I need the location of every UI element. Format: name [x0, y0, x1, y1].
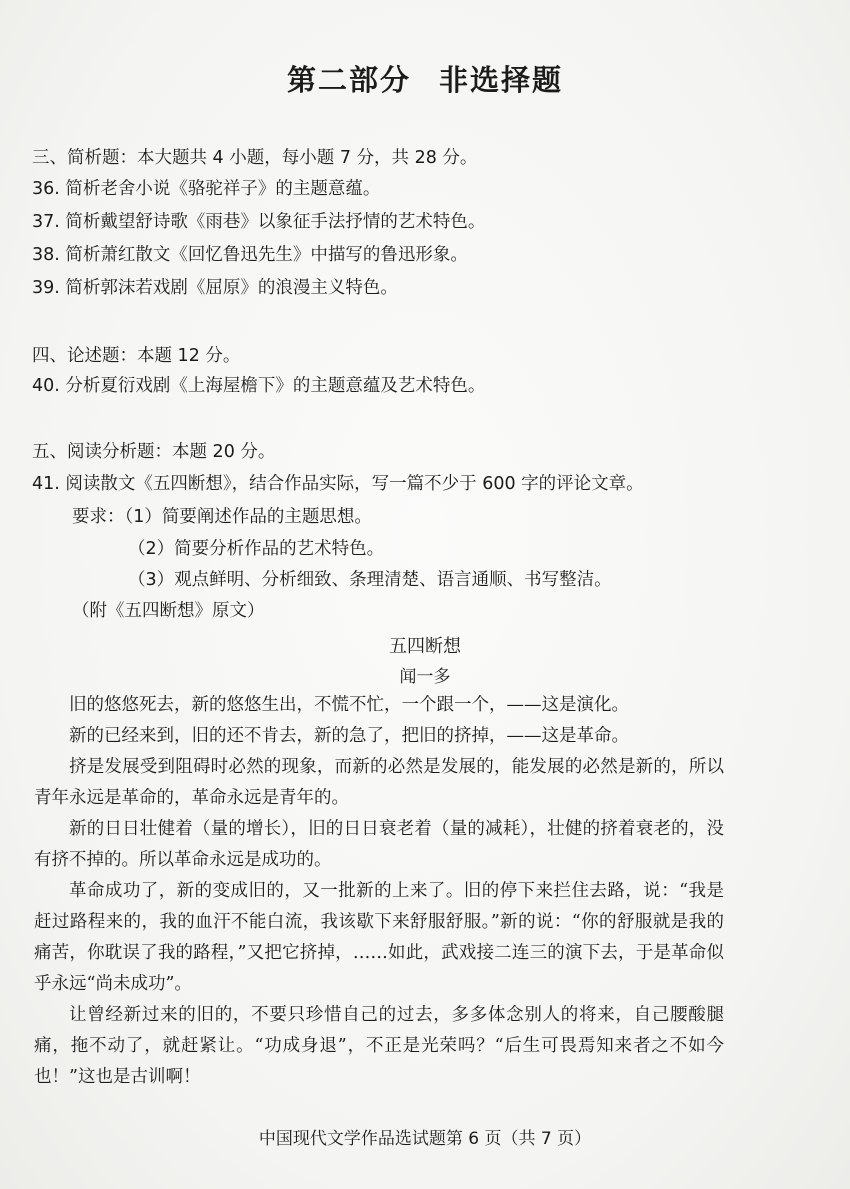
question-37: 37. 简析戴望舒诗歌《雨巷》以象征手法抒情的艺术特色。	[32, 212, 486, 232]
section-4-heading: 四、论述题：本题 12 分。	[32, 346, 241, 366]
section-5-heading: 五、阅读分析题：本题 20 分。	[32, 442, 276, 462]
question-40: 40. 分析夏衍戏剧《上海屋檐下》的主题意蕴及艺术特色。	[32, 376, 486, 396]
essay-paragraph-4: 新的日日壮健着（量的增长），旧的日日衰老着（量的减耗），壮健的挤着衰老的，没有挤不掉的。所以革命永远是成功的。	[34, 819, 724, 870]
page-footer: 中国现代文学作品选试题第 6 页（共 7 页）	[258, 1129, 592, 1149]
essay-body	[34, 690, 724, 1093]
essay-paragraph-6: 让曾经新过来的旧的，不要只珍惜自己的过去，多多体念别人的将来，自己腰酸腿痛，拖不动了，就赶紧让。“功成身退”，不正是光荣吗？“后生可畏焉知来者之不如今也！”这也是古训啊！	[34, 1005, 724, 1087]
essay-author: 闻一多	[399, 667, 451, 687]
requirement-2: （2）简要分析作品的艺术特色。	[128, 539, 385, 559]
question-38: 38. 简析萧红散文《回忆鲁迅先生》中描写的鲁迅形象。	[32, 245, 468, 265]
essay-paragraph-3: 挤是发展受到阻碍时必然的现象，而新的必然是发展的，能发展的必然是新的，所以青年永远是革命的，革命永远是青年的。	[34, 757, 724, 808]
question-41: 41. 阅读散文《五四断想》，结合作品实际，写一篇不少于 600 字的评论文章。	[32, 474, 644, 494]
attachment-note: （附《五四断想》原文）	[72, 601, 265, 621]
requirement-1: 要求：（1）简要阐述作品的主题思想。	[72, 507, 372, 527]
question-36: 36. 简析老舍小说《骆驼祥子》的主题意蕴。	[32, 179, 381, 199]
essay-paragraph-1: 旧的悠悠死去，新的悠悠生出，不慌不忙，一个跟一个，——这是演化。	[69, 695, 629, 715]
essay-paragraph-5: 革命成功了，新的变成旧的，又一批新的上来了。旧的停下来拦住去路，说：“我是赶过路程来的，我的血汗不能白流，我该歇下来舒服舒服。”新的说：“你的舒服就是我的痛苦，你耽误了我的路程，”又把它挤掉，……如此，武戏接二连三的演下去，于是革命似乎永远“尚未成功”。	[34, 881, 724, 994]
part-title-left: 第二部分	[286, 63, 411, 97]
essay-paragraph-2: 新的已经来到，旧的还不肯去，新的急了，把旧的挤掉，——这是革命。	[69, 726, 629, 746]
part-title-right: 非选择题	[439, 63, 564, 97]
part-title	[0, 58, 850, 99]
requirement-3: （3）观点鲜明、分析细致、条理清楚、语言通顺、书写整洁。	[128, 570, 612, 590]
question-39: 39. 简析郭沫若戏剧《屈原》的浪漫主义特色。	[32, 278, 398, 298]
essay-title: 五四断想	[389, 636, 461, 657]
section-3-heading: 三、简析题：本大题共 4 小题，每小题 7 分，共 28 分。	[32, 148, 478, 168]
